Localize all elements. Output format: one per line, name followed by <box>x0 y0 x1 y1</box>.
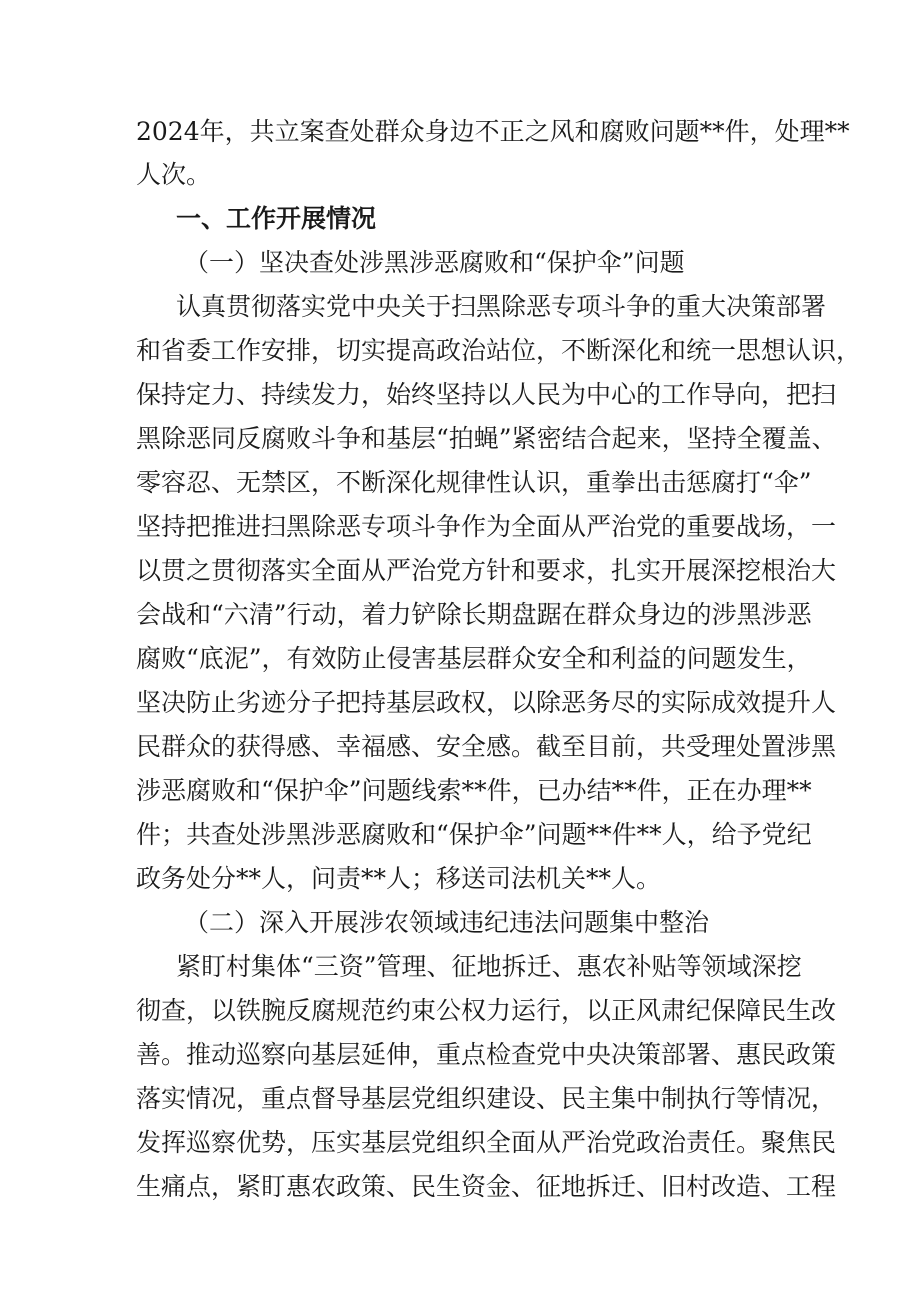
paragraph-line: 件；共查处涉黑涉恶腐败和“保护伞”问题**件**人，给予党纪 <box>136 820 812 849</box>
paragraph-line: 发挥巡察优势，压实基层党组织全面从严治党政治责任。聚焦民 <box>136 1128 837 1157</box>
intro-line-2: 人次。 <box>136 160 212 189</box>
paragraph-line: 生痛点，紧盯惠农政策、民生资金、征地拆迁、旧村改造、工程 <box>136 1172 837 1201</box>
paragraph-line: 以贯之贯彻落实全面从严治党方针和要求，扎实开展深挖根治大 <box>136 556 837 585</box>
intro-line-1: 2024年，共立案查处群众身边不正之风和腐败问题**件，处理** <box>136 117 850 146</box>
paragraph-line: 坚持把推进扫黑除恶专项斗争作为全面从严治党的重要战场，一 <box>136 512 837 541</box>
part2-heading: （二）深入开展涉农领域违纪违法问题集中整治 <box>184 908 710 937</box>
part1-heading: （一）坚决查处涉黑涉恶腐败和“保护伞”问题 <box>184 248 685 277</box>
paragraph-line: 善。推动巡察向基层延伸，重点检查党中央决策部署、惠民政策 <box>136 1040 837 1069</box>
paragraph-line: 保持定力、持续发力，始终坚持以人民为中心的工作导向，把扫 <box>136 380 837 409</box>
paragraph-line: 零容忍、无禁区，不断深化规律性认识，重拳出击惩腐打“伞” <box>136 468 812 497</box>
paragraph-line: 涉恶腐败和“保护伞”问题线索**件，已办结**件，正在办理** <box>136 776 812 805</box>
paragraph-line: 坚决防止劣迹分子把持基层政权，以除恶务尽的实际成效提升人 <box>136 688 837 717</box>
paragraph-line: 民群众的获得感、幸福感、安全感。截至目前，共受理处置涉黑 <box>136 732 837 761</box>
paragraph-line: 政务处分**人，问责**人；移送司法机关**人。 <box>136 864 662 893</box>
paragraph-line: 彻查，以铁腕反腐规范约束公权力运行，以正风肃纪保障民生改 <box>136 996 837 1025</box>
paragraph-line: 腐败“底泥”，有效防止侵害基层群众安全和利益的问题发生， <box>136 644 812 673</box>
paragraph-line: 黑除恶同反腐败斗争和基层“拍蝇”紧密结合起来，坚持全覆盖、 <box>136 424 837 453</box>
paragraph-line: 认真贯彻落实党中央关于扫黑除恶专项斗争的重大决策部署 <box>176 292 827 321</box>
paragraph-line: 落实情况，重点督导基层党组织建设、民主集中制执行等情况， <box>136 1084 837 1113</box>
section-title: 一、工作开展情况 <box>176 204 377 233</box>
paragraph-line: 和省委工作安排，切实提高政治站位，不断深化和统一思想认识， <box>136 336 862 365</box>
paragraph-line: 紧盯村集体“三资”管理、征地拆迁、惠农补贴等领域深挖 <box>176 952 802 981</box>
paragraph-line: 会战和“六清”行动，着力铲除长期盘踞在群众身边的涉黑涉恶 <box>136 600 812 629</box>
